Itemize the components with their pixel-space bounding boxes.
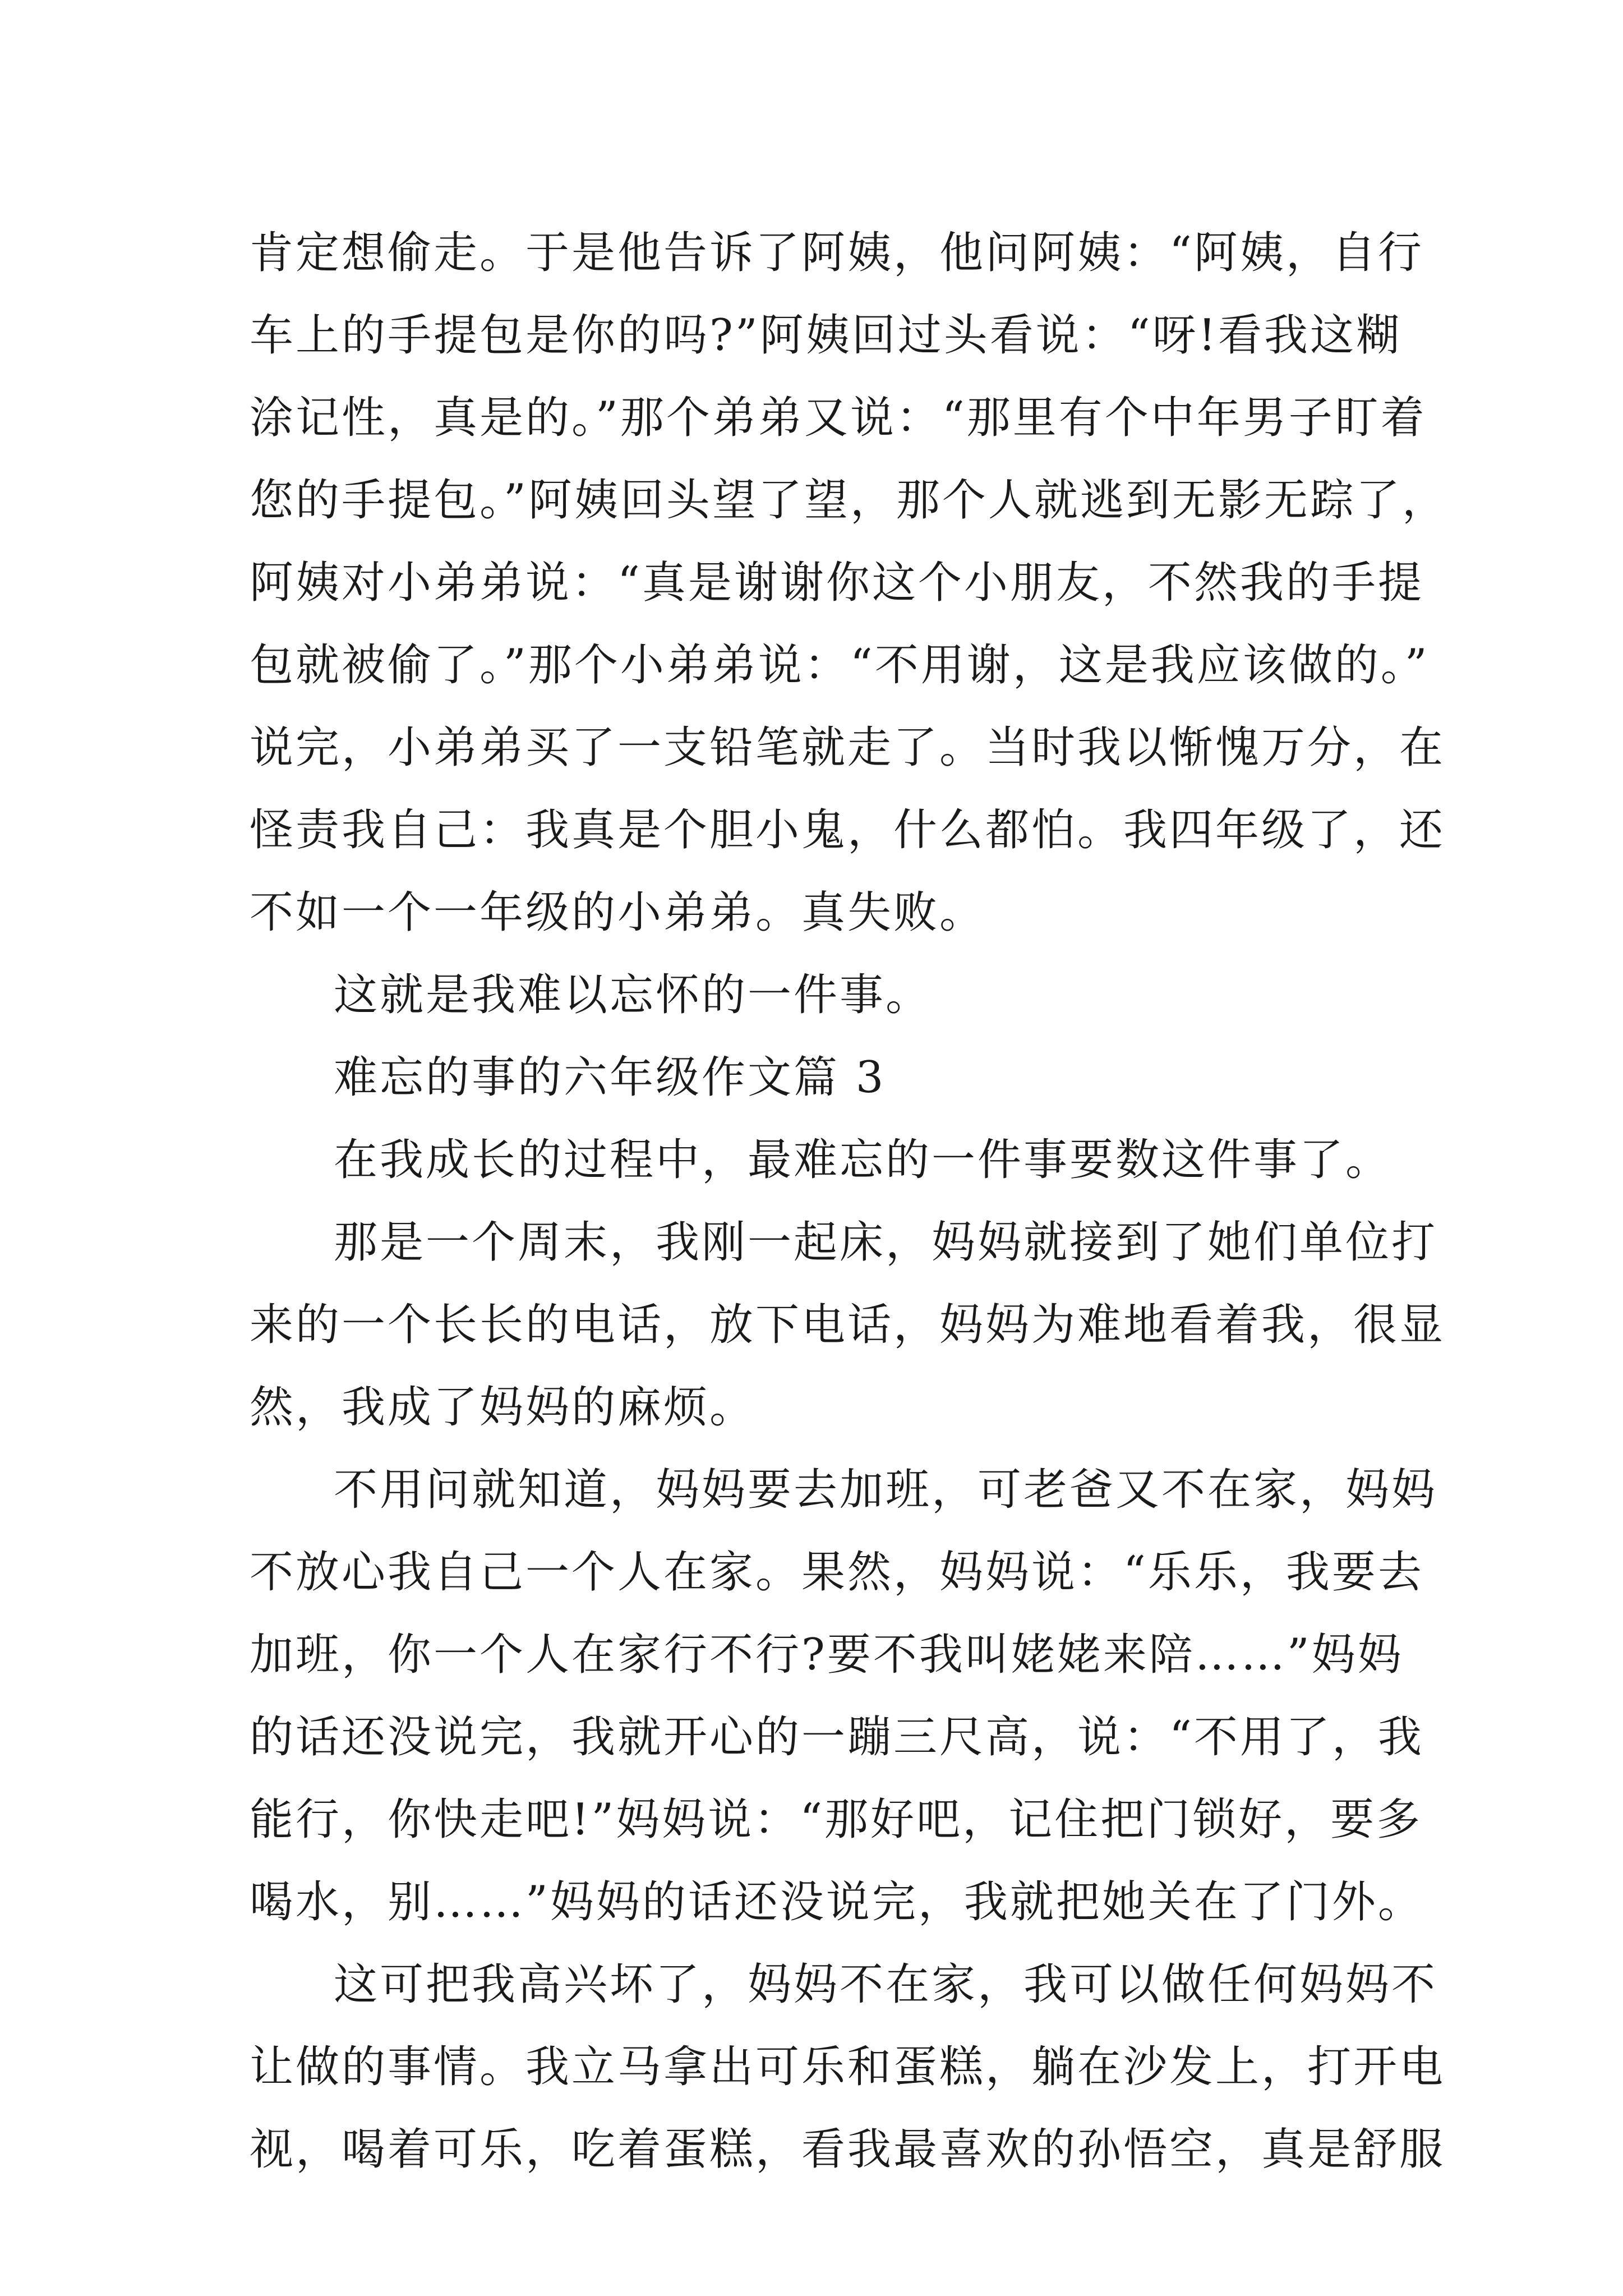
- text-line: 不如一个一年级的小弟弟。真失败。: [250, 887, 986, 938]
- text-line: 不用问就知道，妈妈要去加班，可老爸又不在家，妈妈: [334, 1465, 1438, 1515]
- text-line: 让做的事情。我立马拿出可乐和蛋糕，躺在沙发上，打开电: [250, 2042, 1446, 2092]
- text-line: 那是一个周末，我刚一起床，妈妈就接到了她们单位打: [334, 1217, 1438, 1268]
- text-line: 不放心我自己一个人在家。果然，妈妈说：“乐乐，我要去: [250, 1547, 1424, 1598]
- text-line: 您的手提包。”阿姨回头望了望，那个人就逃到无影无踪了，: [250, 475, 1448, 526]
- text-line: 能行，你快走吧!”妈妈说：“那好吧，记住把门锁好，要多: [250, 1795, 1423, 1845]
- text-line: 然，我成了妈妈的麻烦。: [250, 1382, 756, 1433]
- text-line: 说完，小弟弟买了一支铅笔就走了。当时我以惭愧万分，在: [250, 723, 1446, 773]
- text-line: 这就是我难以忘怀的一件事。: [334, 970, 932, 1020]
- text-line: 在我成长的过程中，最难忘的一件事要数这件事了。: [334, 1135, 1392, 1185]
- text-line: 肯定想偷走。于是他告诉了阿姨，他问阿姨：“阿姨，自行: [250, 228, 1424, 278]
- text-line: 视，喝着可乐，吃着蛋糕，看我最喜欢的孙悟空，真是舒服: [250, 2124, 1446, 2175]
- section-heading: 难忘的事的六年级作文篇 3: [334, 1052, 886, 1103]
- text-line: 包就被偷了。”那个小弟弟说：“不用谢，这是我应该做的。”: [250, 640, 1430, 691]
- text-line: 阿姨对小弟弟说：“真是谢谢你这个小朋友，不然我的手提: [250, 558, 1424, 608]
- text-line: 车上的手提包是你的吗?”阿姨回过头看说：“呀!看我这糊: [250, 310, 1402, 361]
- text-line: 喝水，别……”妈妈的话还没说完，我就把她关在了门外。: [250, 1877, 1424, 1927]
- text-line: 怪责我自己：我真是个胆小鬼，什么都怕。我四年级了，还: [250, 805, 1446, 855]
- text-line: 加班，你一个人在家行不行?要不我叫姥姥来陪……”妈妈: [250, 1630, 1404, 1680]
- text-line: 的话还没说完，我就开心的一蹦三尺高，说：“不用了，我: [250, 1712, 1424, 1763]
- text-line: 来的一个长长的电话，放下电话，妈妈为难地看着我，很显: [250, 1300, 1446, 1350]
- text-line: 这可把我高兴坏了，妈妈不在家，我可以做任何妈妈不: [334, 1959, 1438, 2010]
- text-line: 涂记性，真是的。”那个弟弟又说：“那里有个中年男子盯着: [250, 393, 1427, 443]
- document-body: [250, 212, 1448, 2191]
